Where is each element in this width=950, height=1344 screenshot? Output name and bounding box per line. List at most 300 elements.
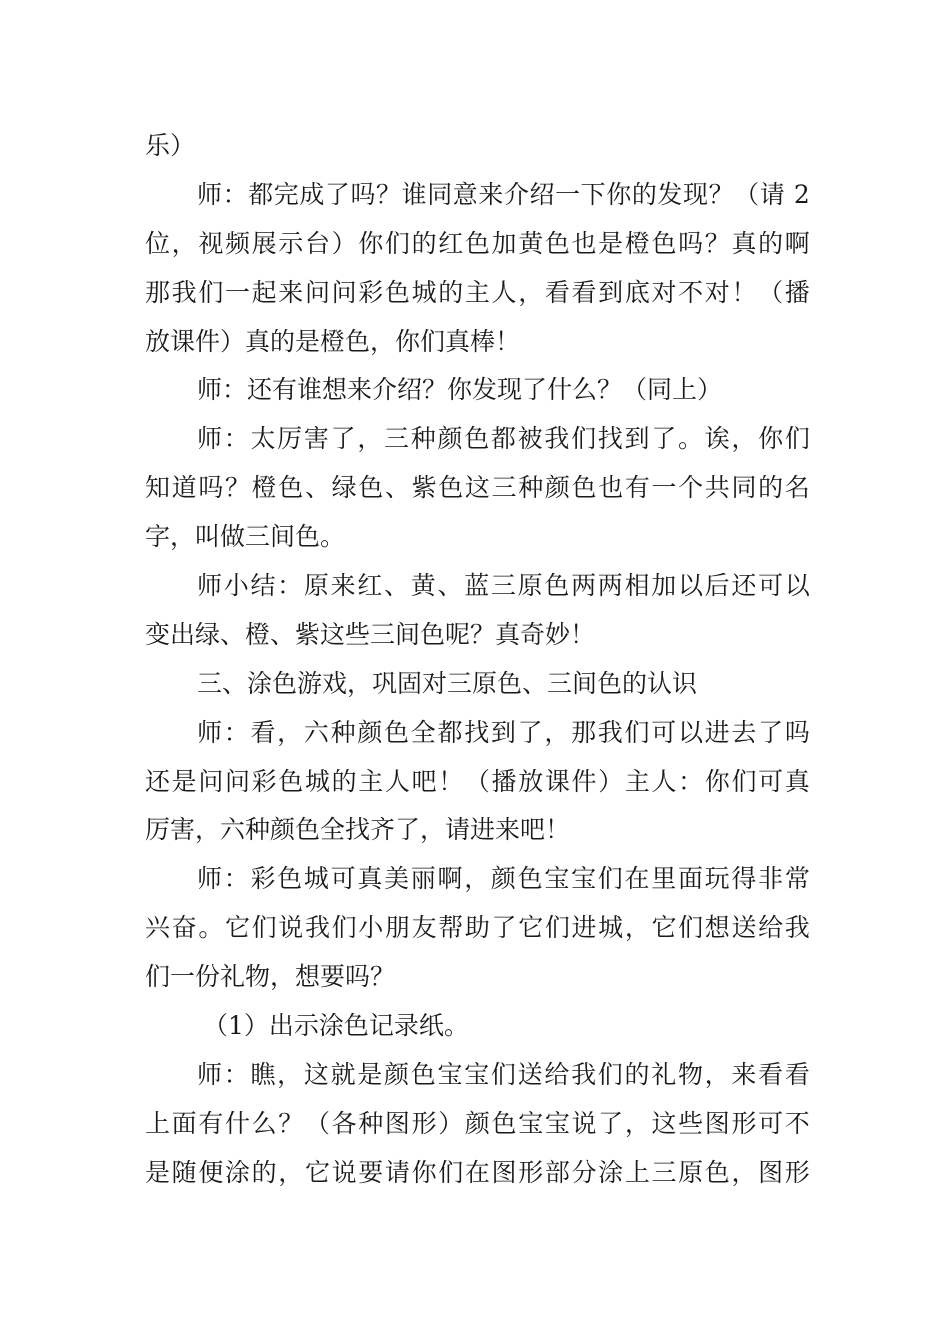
text-char: 现: [682, 179, 708, 209]
text-char: 种: [518, 473, 544, 503]
text-char: 在: [624, 864, 650, 894]
text-char: 涂: [598, 1157, 624, 1187]
text-char: 师: [197, 179, 223, 209]
text-char: 形: [731, 1108, 757, 1138]
text-char: 到: [490, 717, 516, 747]
text-char: 了: [330, 424, 356, 454]
text-char: 我: [304, 913, 330, 943]
text-char: 黄: [518, 228, 544, 258]
text-char: 彩: [251, 766, 277, 796]
text-char: 我: [597, 717, 623, 747]
text-char: ：: [223, 1059, 249, 1089]
text-char: 原: [678, 1157, 704, 1187]
text-char: 主: [624, 766, 650, 796]
text-char: 了: [517, 717, 543, 747]
text-char: 们: [597, 864, 623, 894]
text-char: 送: [731, 913, 757, 943]
text-char: 色: [464, 228, 490, 258]
text-char: 们: [384, 228, 410, 258]
text-char: ，: [518, 277, 544, 307]
text-char: 它: [518, 913, 544, 943]
text-char: 色: [278, 473, 304, 503]
text-char: 相: [624, 571, 650, 601]
text-char: 种: [410, 424, 436, 454]
text-char: 来: [330, 571, 356, 601]
text-char: 非: [758, 864, 784, 894]
text-char: 人: [491, 277, 517, 307]
text-char: 真: [357, 864, 383, 894]
text-char: 2: [793, 179, 810, 209]
text-char: 红: [438, 228, 464, 258]
text-char: 同: [427, 179, 453, 209]
text-char: 色: [517, 864, 543, 894]
text-char: 一: [555, 179, 581, 209]
text-char: ，: [277, 717, 303, 747]
text-char: 这: [464, 473, 490, 503]
text-line: [145, 660, 810, 709]
text-char: 不: [784, 1108, 810, 1138]
text-char: ，: [731, 424, 757, 454]
text-char: 色: [651, 228, 677, 258]
text-char: 后: [704, 571, 730, 601]
text-char: 说: [571, 1108, 597, 1138]
text-char: 看: [544, 277, 570, 307]
text-char: 各: [331, 1108, 357, 1138]
text-char: 是: [145, 1157, 171, 1187]
text-char: ？: [224, 473, 250, 503]
text-char: 橙: [251, 473, 277, 503]
text-line: [145, 709, 810, 758]
text-char: 厉: [277, 424, 303, 454]
text-char: 那: [571, 717, 597, 747]
text-char: 色: [277, 864, 303, 894]
text-char: 播: [491, 766, 517, 796]
text-char: 可: [758, 571, 784, 601]
text-char: （: [734, 179, 760, 209]
text-char: ，: [544, 717, 570, 747]
text-char: 橙: [624, 228, 650, 258]
text-char: 害: [303, 424, 329, 454]
text-char: 玩: [704, 864, 730, 894]
text-char: 意: [452, 179, 478, 209]
text-char: 六: [303, 717, 329, 747]
text-char: 你: [704, 766, 730, 796]
text-char: 件: [571, 766, 597, 796]
text-char: ：: [223, 717, 249, 747]
text-char: 主: [464, 277, 490, 307]
text-char: 我: [784, 913, 810, 943]
text-line: [145, 464, 810, 513]
text-char: 发: [657, 179, 683, 209]
text-char: 我: [171, 277, 197, 307]
text-char: ，: [624, 1108, 650, 1138]
text-char: ，: [624, 913, 650, 943]
text-char: 还: [145, 766, 171, 796]
text-char: 师: [197, 1059, 223, 1089]
text-char: 三: [384, 424, 410, 454]
text-char: 吗: [350, 179, 376, 209]
text-char: ，: [171, 228, 197, 258]
text-char: 底: [624, 277, 650, 307]
text-char: 师: [197, 717, 223, 747]
text-char: 在: [464, 1157, 490, 1187]
text-char: 啊: [784, 228, 810, 258]
text-char: 都: [437, 717, 463, 747]
text-line: [145, 758, 810, 807]
text-char: 还: [731, 571, 757, 601]
text-line: [145, 415, 810, 464]
text-char: 宝: [571, 864, 597, 894]
text-char: 被: [517, 424, 543, 454]
text-char: 颜: [357, 717, 383, 747]
text-char: 是: [598, 228, 624, 258]
text-char: 色: [410, 1059, 436, 1089]
text-char: 找: [464, 717, 490, 747]
text-char: ：: [223, 864, 249, 894]
text-char: ：: [222, 179, 248, 209]
text-char: 这: [651, 1108, 677, 1138]
text-char: 可: [651, 717, 677, 747]
text-char: 、: [384, 473, 410, 503]
text-char: 随: [171, 1157, 197, 1187]
text-char: 们: [571, 424, 597, 454]
text-char: 展: [251, 228, 277, 258]
text-char: 得: [731, 864, 757, 894]
text-char: ？: [708, 179, 734, 209]
text-line: [145, 1100, 810, 1149]
text-char: ？: [376, 179, 402, 209]
text-char: 下: [580, 179, 606, 209]
document-body: [145, 122, 810, 1198]
text-char: 常: [784, 864, 810, 894]
text-line: [145, 513, 810, 562]
text-char: 们: [731, 766, 757, 796]
text-char: 们: [331, 913, 357, 943]
text-char: 们: [251, 913, 277, 943]
text-char: 问: [224, 766, 250, 796]
text-char: ，: [278, 1157, 304, 1187]
text-char: 问: [331, 277, 357, 307]
text-char: 加: [491, 228, 517, 258]
text-char: 图: [704, 1108, 730, 1138]
text-char: 颜: [464, 1108, 490, 1138]
text-char: 、: [384, 571, 410, 601]
text-char: 美: [384, 864, 410, 894]
text-char: 上: [624, 1157, 650, 1187]
text-char: 便: [198, 1157, 224, 1187]
text-char: 宝: [544, 864, 570, 894]
text-char: 这: [303, 1059, 329, 1089]
text-line-content: 师：还有谁想来介绍？你发现了什么？（同上）: [197, 375, 723, 405]
text-char: 看: [784, 1059, 810, 1089]
text-char: 的: [251, 1157, 277, 1187]
text-char: 放: [518, 766, 544, 796]
text-char: 面: [677, 864, 703, 894]
text-char: 加: [651, 571, 677, 601]
text-char: 对: [651, 277, 677, 307]
text-char: 三: [491, 473, 517, 503]
text-char: 彩: [358, 277, 384, 307]
text-char: 知: [145, 473, 171, 503]
text-char: 谁: [401, 179, 427, 209]
text-char: ：: [678, 766, 704, 796]
text-char: 、: [437, 571, 463, 601]
text-char: 。: [198, 913, 224, 943]
text-char: 它: [651, 913, 677, 943]
text-char: 吗: [198, 473, 224, 503]
text-char: 视: [198, 228, 224, 258]
text-char: 真: [784, 766, 810, 796]
text-char: 色: [491, 1108, 517, 1138]
text-char: 部: [544, 1157, 570, 1187]
text-char: 的: [758, 228, 784, 258]
text-char: 说: [278, 913, 304, 943]
text-char: （: [464, 766, 490, 796]
text-char: 色: [464, 424, 490, 454]
text-char: 看: [571, 277, 597, 307]
text-char: 丽: [410, 864, 436, 894]
text-line: [145, 1002, 810, 1051]
text-char: ，: [731, 1157, 757, 1187]
text-char: 城: [411, 277, 437, 307]
text-char: 紫: [411, 473, 437, 503]
text-char: 都: [248, 179, 274, 209]
text-line: [145, 269, 810, 318]
text-char: （: [758, 277, 784, 307]
text-line: [145, 220, 810, 269]
text-char: 对: [704, 277, 730, 307]
text-char: 一: [224, 277, 250, 307]
text-char: 给: [544, 1059, 570, 1089]
text-line-content: 字，叫做三间色。: [145, 522, 346, 552]
text-char: 色: [278, 766, 304, 796]
text-char: 红: [357, 571, 383, 601]
text-line: [145, 366, 810, 415]
text-char: 宝: [437, 1059, 463, 1089]
text-char: 想: [704, 913, 730, 943]
text-char: 图: [758, 1157, 784, 1187]
text-char: 台: [304, 228, 330, 258]
text-char: 里: [651, 864, 677, 894]
text-char: 们: [198, 277, 224, 307]
text-char: 形: [784, 1157, 810, 1187]
text-char: 请: [759, 179, 785, 209]
text-char: 名: [784, 473, 810, 503]
text-char: 来: [278, 277, 304, 307]
text-char: 看: [758, 1059, 784, 1089]
text-char: 结: [250, 571, 276, 601]
text-char: 小: [358, 913, 384, 943]
text-char: 了: [651, 424, 677, 454]
text-char: 两: [597, 571, 623, 601]
text-char: 宝: [464, 1059, 490, 1089]
text-char: 诶: [704, 424, 730, 454]
text-char: 物: [677, 1059, 703, 1089]
text-char: 三: [490, 571, 516, 601]
text-char: 们: [784, 424, 810, 454]
text-char: 成: [299, 179, 325, 209]
text-char: 们: [678, 913, 704, 943]
text-char: 以: [677, 717, 703, 747]
text-char: 小: [223, 571, 249, 601]
text-char: 要: [358, 1157, 384, 1187]
text-char: 宝: [518, 1108, 544, 1138]
text-char: 的: [631, 179, 657, 209]
text-char: 人: [651, 766, 677, 796]
text-line: [145, 122, 810, 171]
text-char: 来: [731, 1059, 757, 1089]
text-char: 问: [198, 766, 224, 796]
text-char: 起: [251, 277, 277, 307]
text-char: 位: [145, 228, 171, 258]
text-char: 个: [678, 473, 704, 503]
text-char: 吧: [411, 766, 437, 796]
text-char: 两: [571, 571, 597, 601]
text-char: 我: [571, 1059, 597, 1089]
text-char: 彩: [250, 864, 276, 894]
text-line: [145, 1051, 810, 1100]
text-char: 以: [677, 571, 703, 601]
text-char: 那: [145, 277, 171, 307]
text-char: 可: [758, 1108, 784, 1138]
text-char: 播: [784, 277, 810, 307]
text-char: ，: [357, 424, 383, 454]
text-char: 么: [251, 1108, 277, 1138]
text-char: ，: [464, 864, 490, 894]
text-char: 色: [358, 473, 384, 503]
text-char: 涂: [224, 1157, 250, 1187]
text-line: [145, 953, 810, 1002]
text-char: ！: [731, 277, 757, 307]
text-char: 颜: [384, 1059, 410, 1089]
text-char: 你: [411, 1157, 437, 1187]
text-char: ）: [331, 228, 357, 258]
text-char: 道: [171, 473, 197, 503]
text-char: ）: [598, 766, 624, 796]
text-char: 什: [224, 1108, 250, 1138]
text-char: ）: [438, 1108, 464, 1138]
text-char: 。: [677, 424, 703, 454]
text-char: 上: [145, 1108, 171, 1138]
text-char: 啊: [437, 864, 463, 894]
text-line: [145, 611, 810, 660]
text-char: 了: [491, 913, 517, 943]
text-line-content: 变出绿、橙、紫这些三间色呢？真奇妙！: [145, 619, 596, 649]
text-char: ！: [438, 766, 464, 796]
text-char: 宝: [544, 1108, 570, 1138]
text-char: 分: [571, 1157, 597, 1187]
text-char: 真: [731, 228, 757, 258]
text-char: 们: [624, 717, 650, 747]
text-char: 了: [324, 179, 350, 209]
text-char: 颜: [490, 864, 516, 894]
text-line-content: 放课件）真的是橙色，你们真棒！: [145, 326, 521, 356]
text-char: 了: [758, 717, 784, 747]
text-char: ？: [278, 1108, 304, 1138]
text-char: 就: [330, 1059, 356, 1089]
text-char: 到: [598, 277, 624, 307]
text-char: 送: [517, 1059, 543, 1089]
text-char: 找: [597, 424, 623, 454]
text-char: 助: [464, 913, 490, 943]
text-char: 你: [758, 424, 784, 454]
text-char: 色: [384, 717, 410, 747]
text-char: 都: [490, 424, 516, 454]
text-char: 同: [731, 473, 757, 503]
text-char: 种: [330, 717, 356, 747]
text-char: 以: [784, 571, 810, 601]
text-line: [145, 806, 810, 855]
text-char: 可: [330, 864, 356, 894]
text-char: ：: [277, 571, 303, 601]
text-char: 的: [624, 1059, 650, 1089]
text-char: 兴: [145, 913, 171, 943]
text-char: ，: [704, 1059, 730, 1089]
text-char: 你: [606, 179, 632, 209]
text-char: 种: [358, 1108, 384, 1138]
text-char: 绍: [529, 179, 555, 209]
text-char: 瞧: [250, 1059, 276, 1089]
text-char: 的: [438, 277, 464, 307]
text-line: [145, 562, 810, 611]
text-char: 吗: [678, 228, 704, 258]
text-char: 色: [704, 1157, 730, 1187]
text-char: 人: [384, 766, 410, 796]
text-char: ？: [704, 228, 730, 258]
text-char: 色: [571, 473, 597, 503]
text-char: 的: [758, 473, 784, 503]
text-line-content: 们一份礼物，想要吗？: [145, 962, 396, 992]
text-char: 太: [250, 424, 276, 454]
text-char: 的: [331, 766, 357, 796]
text-char: 一: [651, 473, 677, 503]
text-char: ，: [277, 1059, 303, 1089]
text-char: 它: [224, 913, 250, 943]
text-char: 师: [197, 424, 223, 454]
text-char: 的: [411, 228, 437, 258]
text-char: 城: [598, 913, 624, 943]
text-char: 主: [358, 766, 384, 796]
text-char: 奋: [171, 913, 197, 943]
text-char: 有: [624, 473, 650, 503]
text-line-content: 三、涂色游戏，巩固对三原色、三间色的认识: [197, 668, 698, 698]
text-char: 们: [490, 1059, 516, 1089]
text-line: [145, 171, 810, 220]
text-char: 也: [571, 228, 597, 258]
text-line: [145, 904, 810, 953]
text-char: [785, 171, 793, 220]
text-char: 形: [518, 1157, 544, 1187]
text-char: 有: [198, 1108, 224, 1138]
text-line-content: 厉害，六种颜色全找齐了，请进来吧！: [145, 815, 571, 845]
text-char: 们: [544, 913, 570, 943]
text-char: 我: [544, 424, 570, 454]
text-char: 城: [304, 766, 330, 796]
text-char: 频: [224, 228, 250, 258]
text-char: 也: [598, 473, 624, 503]
text-char: 示: [278, 228, 304, 258]
text-char: 颜: [544, 473, 570, 503]
text-char: 朋: [384, 913, 410, 943]
text-char: ：: [223, 424, 249, 454]
text-char: 原: [517, 571, 543, 601]
text-char: 了: [598, 1108, 624, 1138]
text-char: 吗: [784, 717, 810, 747]
text-char: 些: [678, 1108, 704, 1138]
text-char: 帮: [438, 913, 464, 943]
text-char: 介: [503, 179, 529, 209]
text-char: 们: [438, 1157, 464, 1187]
